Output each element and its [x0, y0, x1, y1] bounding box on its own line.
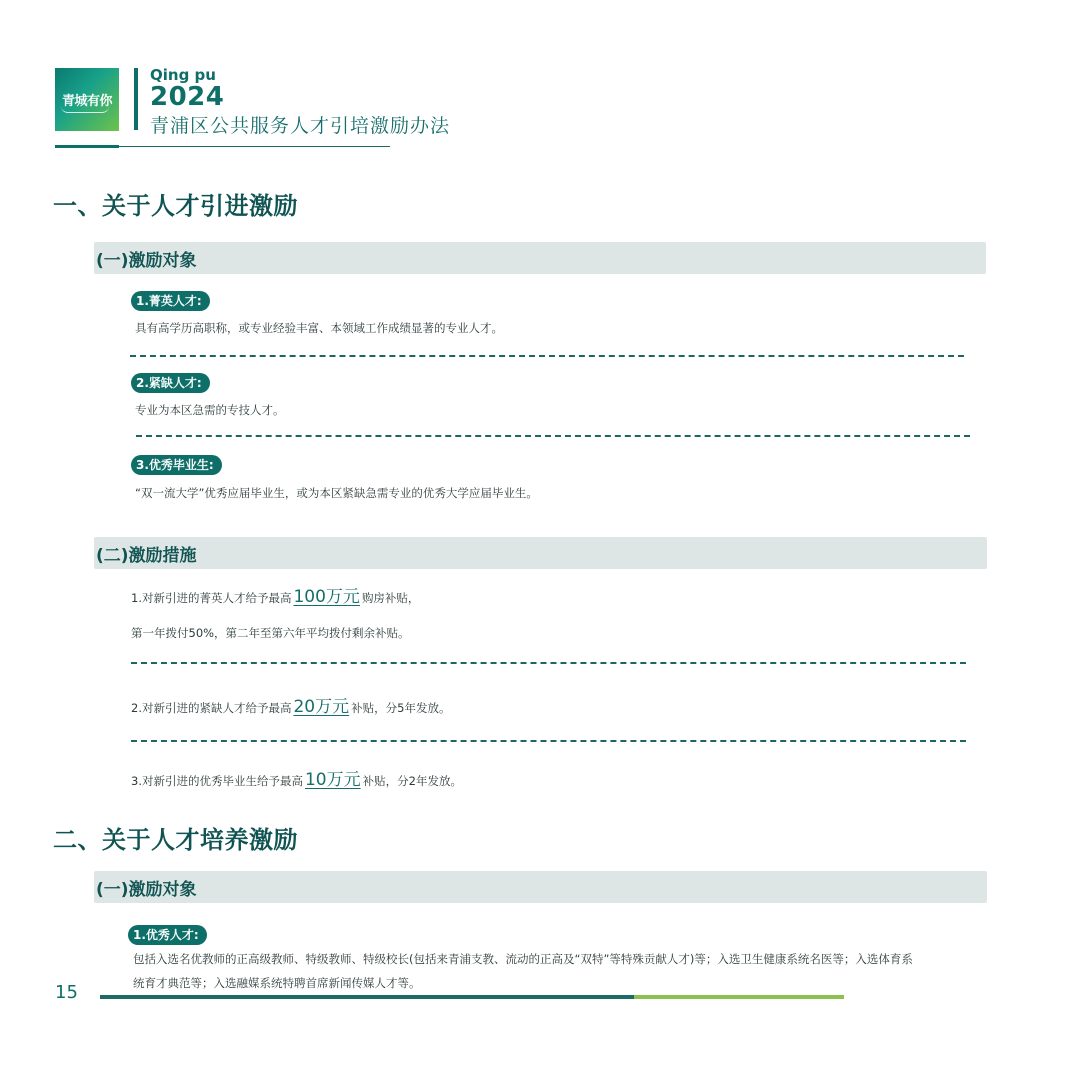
measure-2-suffix: 补贴，分5年发放。	[351, 701, 451, 715]
section1-title: 一、关于人才引进激励	[53, 192, 298, 220]
measure-3-prefix: 3.对新引进的优秀毕业生给予最高	[131, 774, 303, 788]
footer-bar-accent	[634, 995, 844, 999]
measure-1-suffix: 购房补贴，	[361, 591, 420, 605]
measure-2-amount: 20万元	[293, 697, 350, 717]
measure-3-amount: 10万元	[304, 770, 361, 790]
measure-3-suffix: 补贴，分2年发放。	[362, 774, 462, 788]
footer-bar-dark	[100, 995, 634, 999]
header-divider	[134, 68, 138, 130]
measure-1	[131, 582, 419, 607]
section1-sub2-bar	[94, 537, 987, 569]
section1-sub1-title: (一)激励对象	[96, 250, 197, 271]
talent-desc-excellent-line2: 统育才典范等；入选融媒系统特聘首席新闻传媒人才等。	[133, 976, 421, 990]
talent-label-excellent: 1.优秀人才:	[128, 925, 207, 945]
talent-desc-elite: 具有高学历高职称，或专业经验丰富、本领域工作成绩显著的专业人才。	[135, 321, 503, 335]
measure-1-prefix: 1.对新引进的菁英人才给予最高	[131, 591, 292, 605]
measure-3	[131, 765, 462, 790]
logo-text: 青城有你	[61, 94, 112, 109]
talent-desc-shortage: 专业为本区急需的专技人才。	[135, 403, 285, 417]
brand-logo	[55, 68, 119, 131]
section1-sub2-title: (二)激励措施	[96, 545, 197, 566]
section1-sub1-bar	[94, 242, 986, 274]
logo-smile-line	[61, 106, 109, 113]
page-number: 15	[55, 982, 78, 1003]
header-title: 青浦区公共服务人才引培激励办法	[150, 115, 451, 137]
section2-sub1-title: (一)激励对象	[96, 879, 197, 900]
header-rule-accent	[55, 145, 119, 148]
header-year: 2024	[150, 82, 225, 112]
dashed-divider	[131, 740, 966, 742]
dashed-divider	[136, 435, 970, 437]
talent-label-graduate: 3.优秀毕业生:	[131, 455, 222, 475]
measure-1-amount: 100万元	[293, 587, 360, 607]
talent-label-elite: 1.菁英人才:	[131, 291, 210, 311]
talent-label-shortage: 2.紧缺人才:	[131, 373, 210, 393]
section2-sub1-bar	[94, 871, 987, 903]
section2-title: 二、关于人才培养激励	[53, 826, 298, 854]
header-small-title: Qing pu	[150, 66, 216, 84]
measure-2	[131, 692, 450, 717]
measure-1-detail: 第一年拨付50%，第二年至第六年平均拨付剩余补贴。	[131, 626, 410, 640]
dashed-divider	[130, 355, 964, 357]
talent-desc-graduate: “双一流大学”优秀应届毕业生，或为本区紧缺急需专业的优秀大学应届毕业生。	[135, 486, 538, 500]
talent-desc-excellent-line1: 包括入选名优教师的正高级教师、特级教师、特级校长(包括来青浦支教、流动的正高及“双特”等特殊贡献人才)等；入选卫生健康系统名医等；入选体育系	[133, 952, 913, 966]
measure-2-prefix: 2.对新引进的紧缺人才给予最高	[131, 701, 292, 715]
dashed-divider	[131, 662, 966, 664]
